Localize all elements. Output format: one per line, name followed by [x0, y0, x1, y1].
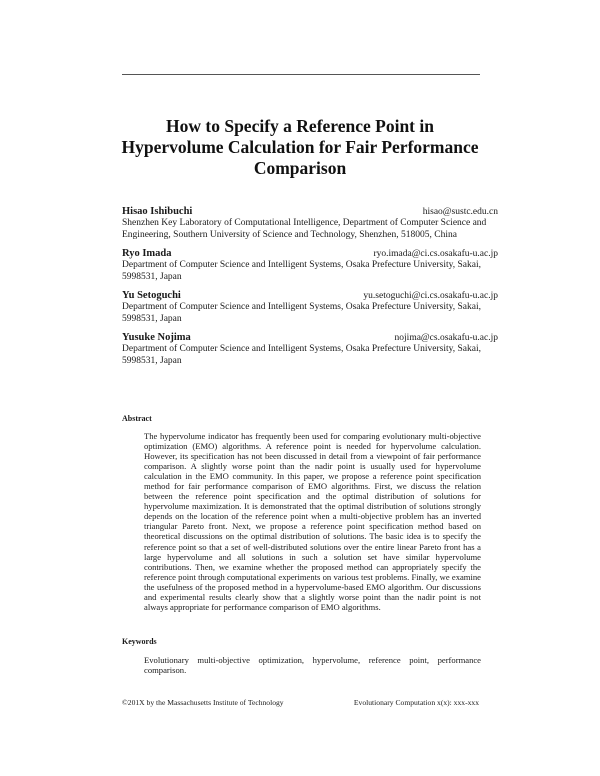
author-block	[122, 332, 498, 367]
title-line: How to Specify a Reference Point in	[166, 116, 434, 136]
header-rule	[122, 74, 480, 75]
author-name: Yu Setoguchi	[122, 290, 181, 301]
title-line: Comparison	[253, 158, 347, 178]
author-affiliation: Shenzhen Key Laboratory of Computational Intelligence, Department of Computer Science and Engineering, Southern University of Science and Technology, Shenzhen, 518005, China	[122, 218, 487, 240]
keywords-text: Evolutionary multi-objective optimization, hypervolume, reference point, performance comparison.	[144, 655, 481, 676]
copyright-notice: ©201X by the Massachusetts Institute of Technology	[122, 698, 284, 707]
author-email: ryo.imada@ci.cs.osakafu-u.ac.jp	[373, 249, 498, 259]
author-affiliation: Department of Computer Science and Intelligent Systems, Osaka Prefecture University, Sakai, 5998531, Japan	[122, 260, 481, 282]
keywords-heading: Keywords	[122, 637, 157, 646]
author-email: nojima@cs.osakafu-u.ac.jp	[394, 333, 498, 343]
author-affiliation: Department of Computer Science and Intelligent Systems, Osaka Prefecture University, Sakai, 5998531, Japan	[122, 302, 481, 324]
author-block	[122, 248, 498, 283]
abstract-heading: Abstract	[122, 414, 152, 423]
author-name: Hisao Ishibuchi	[122, 206, 193, 217]
author-name: Yusuke Nojima	[122, 332, 191, 343]
journal-citation: Evolutionary Computation x(x): xxx-xxx	[353, 698, 479, 707]
author-block	[122, 206, 498, 241]
author-email: yu.setoguchi@ci.cs.osakafu-u.ac.jp	[363, 291, 498, 301]
author-list	[122, 206, 498, 374]
author-name: Ryo Imada	[122, 248, 172, 259]
title-line: Hypervolume Calculation for Fair Performance	[121, 137, 479, 157]
abstract-text: The hypervolume indicator has frequently been used for comparing evolutionary multi-objective optimization (EMO) algorithms. A reference point is needed for hypervolume calculation. However, its specification has not been discussed in detail from a viewpoint of fair performance comparison. A slightly worse point than the nadir point is usually used for hypervolume calculation in the EMO community. In this paper, we propose a reference point specification method for fair performance comparison of EMO algorithms. First, we discuss the relation between the reference point specification and the optimal distribution of solutions for hypervolume maximization. It is demonstrated that the optimal distribution of solutions strongly depends on the location of the reference point when a multi-objective problem has an inverted triangular Pareto front. Next, we propose a reference point specification method based on theoretical discussions on the optimal distribution of solutions. The basic idea is to specify the reference point so that a set of well-distributed solutions over the entire linear Pareto front has a large hypervolume and all solutions in such a solution set have similar hypervolume contributions. Then, we examine whether the proposed method can appropriately specify the reference point through computational experiments on various test problems. Finally, we examine the usefulness of the proposed method in a hypervolume-based EMO algorithm. Our discussions and experimental results clearly show that a slightly worse point than the nadir point is not always appropriate for performance comparison of EMO algorithms.	[144, 431, 481, 612]
author-block	[122, 290, 498, 325]
paper-title	[100, 116, 500, 179]
author-email: hisao@sustc.edu.cn	[422, 207, 498, 217]
author-affiliation: Department of Computer Science and Intelligent Systems, Osaka Prefecture University, Sakai, 5998531, Japan	[122, 344, 481, 366]
